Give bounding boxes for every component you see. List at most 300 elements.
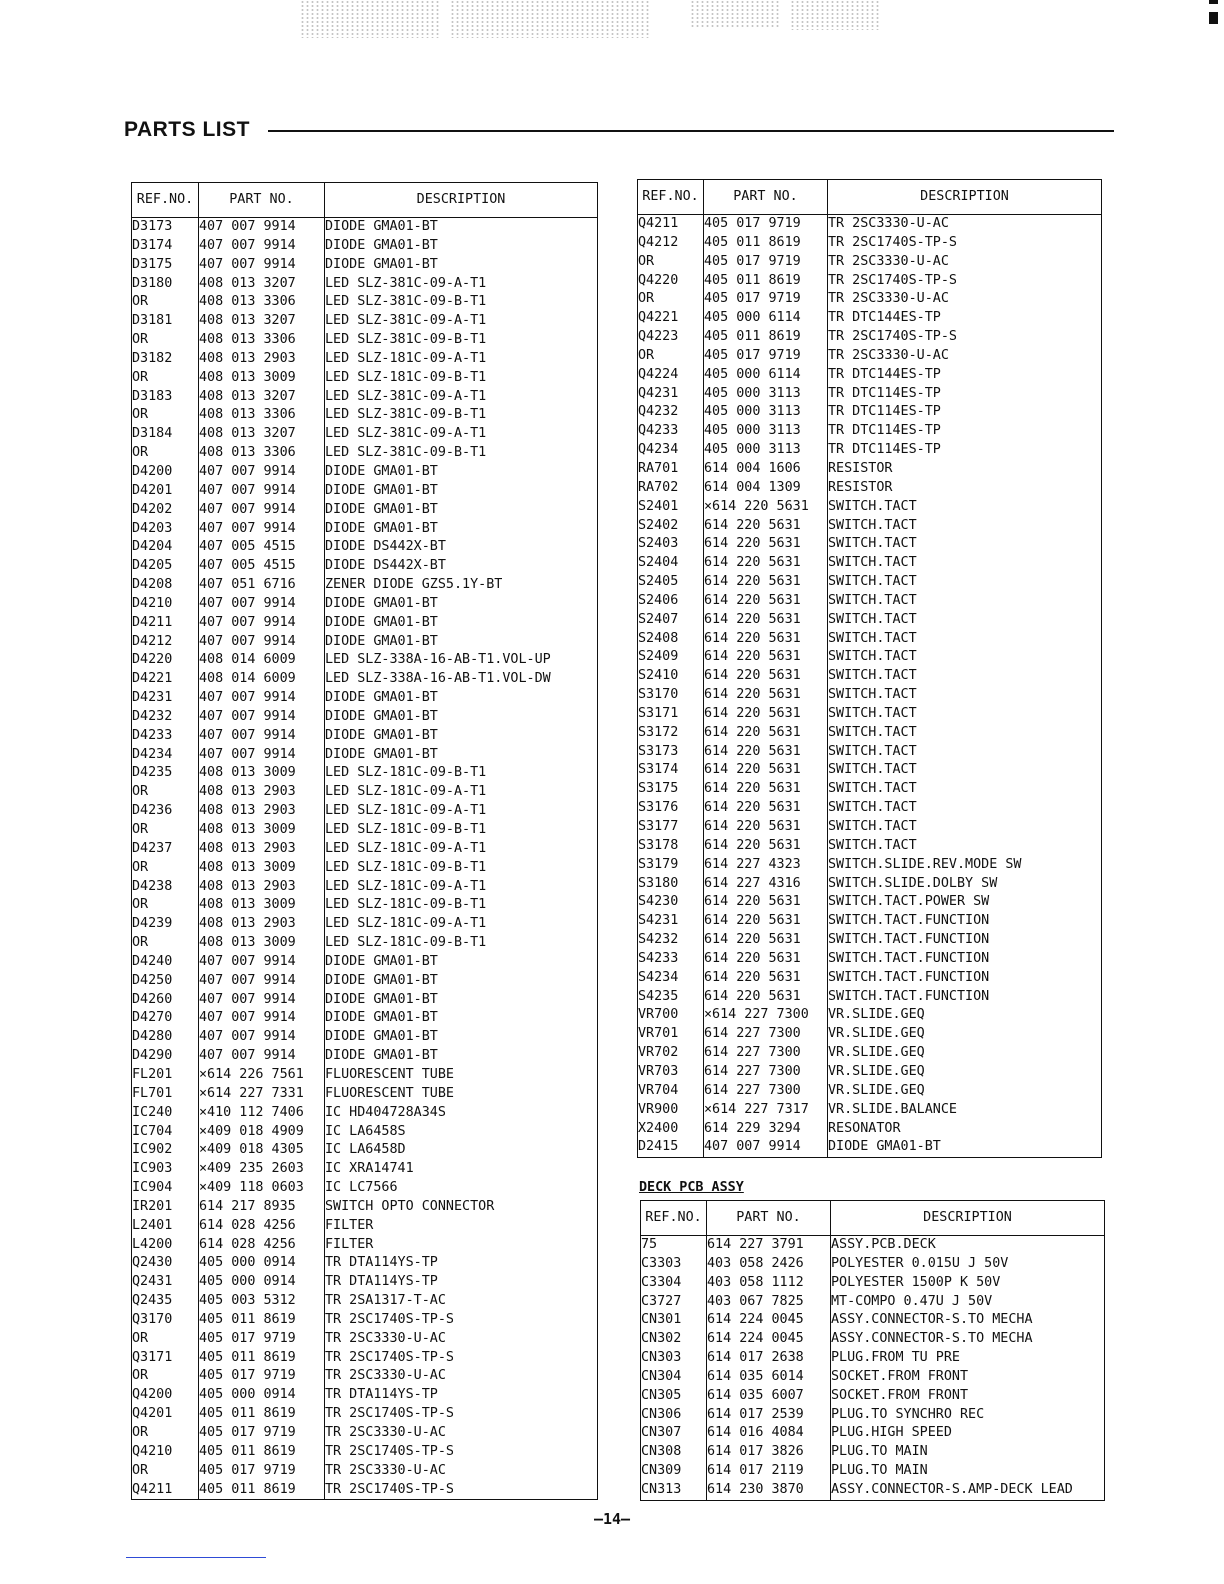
corner-mark xyxy=(1209,0,1218,4)
table-row xyxy=(132,896,598,915)
part-no-header: PART NO. xyxy=(707,1201,831,1236)
table-row xyxy=(641,1274,1105,1293)
part-no-cell: 405 011 8619 xyxy=(199,1405,325,1424)
table-row xyxy=(132,1292,598,1311)
part-no-cell: 408 013 3306 xyxy=(199,293,325,312)
ref-no-cell: OR xyxy=(132,406,199,425)
ref-no-cell: OR xyxy=(132,1424,199,1443)
description-header: DESCRIPTION xyxy=(831,1201,1105,1236)
part-no-cell: 407 007 9914 xyxy=(199,501,325,520)
ref-no-cell: S4231 xyxy=(638,912,704,931)
table-row xyxy=(132,425,598,444)
description-cell: SWITCH.TACT.FUNCTION xyxy=(828,950,1102,969)
table-row xyxy=(132,331,598,350)
part-no-cell: 408 013 2903 xyxy=(199,878,325,897)
table-row xyxy=(641,1406,1105,1425)
part-no-cell: 614 017 2638 xyxy=(707,1349,831,1368)
table-row xyxy=(638,328,1102,347)
table-row xyxy=(132,557,598,576)
part-no-cell: 405 011 8619 xyxy=(199,1481,325,1500)
part-no-cell: 614 220 5631 xyxy=(704,667,828,686)
part-no-cell: 614 220 5631 xyxy=(704,799,828,818)
table-row xyxy=(638,309,1102,328)
description-cell: SWITCH.TACT xyxy=(828,573,1102,592)
ref-no-cell: CN305 xyxy=(641,1387,707,1406)
part-no-cell: 614 220 5631 xyxy=(704,686,828,705)
ref-no-cell: OR xyxy=(132,859,199,878)
description-cell: FILTER xyxy=(325,1217,598,1236)
part-no-cell: 614 220 5631 xyxy=(704,592,828,611)
ref-no-cell: D4205 xyxy=(132,557,199,576)
part-no-cell: 408 013 3306 xyxy=(199,331,325,350)
description-cell: VR.SLIDE.GEQ xyxy=(828,1006,1102,1025)
table-row xyxy=(638,1025,1102,1044)
description-cell: TR DTC144ES-TP xyxy=(828,366,1102,385)
ref-no-cell: OR xyxy=(132,783,199,802)
ref-no-cell: OR xyxy=(132,896,199,915)
description-cell: ZENER DIODE GZS5.1Y-BT xyxy=(325,576,598,595)
ref-no-cell: CN313 xyxy=(641,1481,707,1500)
description-cell: TR 2SC1740S-TP-S xyxy=(325,1481,598,1500)
ref-no-cell: D3180 xyxy=(132,275,199,294)
part-no-cell: 614 220 5631 xyxy=(704,535,828,554)
table-row xyxy=(132,1141,598,1160)
part-no-cell: ×409 018 4305 xyxy=(199,1141,325,1160)
description-cell: SWITCH.TACT xyxy=(828,837,1102,856)
part-no-cell: 614 220 5631 xyxy=(704,988,828,1007)
description-cell: DIODE GMA01-BT xyxy=(325,1009,598,1028)
ref-no-cell: S4234 xyxy=(638,969,704,988)
table-row xyxy=(638,630,1102,649)
ref-no-cell: OR xyxy=(132,369,199,388)
table-row xyxy=(638,818,1102,837)
table-row xyxy=(641,1349,1105,1368)
table-row xyxy=(638,875,1102,894)
table-row xyxy=(641,1293,1105,1312)
description-cell: DIODE GMA01-BT xyxy=(325,595,598,614)
table-row xyxy=(638,1044,1102,1063)
ref-no-cell: C3303 xyxy=(641,1255,707,1274)
table-row xyxy=(132,1443,598,1462)
table-row xyxy=(638,705,1102,724)
part-no-cell: 614 016 4084 xyxy=(707,1424,831,1443)
part-no-cell: 614 227 7300 xyxy=(704,1025,828,1044)
description-cell: LED SLZ-181C-09-A-T1 xyxy=(325,915,598,934)
description-cell: LED SLZ-381C-09-A-T1 xyxy=(325,425,598,444)
ref-no-cell: D4210 xyxy=(132,595,199,614)
description-cell: VR.SLIDE.GEQ xyxy=(828,1063,1102,1082)
table-row xyxy=(641,1443,1105,1462)
part-no-cell: 614 220 5631 xyxy=(704,931,828,950)
description-cell: RESONATOR xyxy=(828,1120,1102,1139)
ref-no-cell: RA702 xyxy=(638,479,704,498)
table-row xyxy=(132,764,598,783)
table-row xyxy=(638,215,1102,234)
ref-no-cell: CN306 xyxy=(641,1406,707,1425)
description-cell: IC LC7566 xyxy=(325,1179,598,1198)
part-no-cell: 407 007 9914 xyxy=(199,595,325,614)
table-row xyxy=(638,366,1102,385)
ref-no-cell: D4200 xyxy=(132,463,199,482)
description-cell: LED SLZ-338A-16-AB-T1.VOL-DW xyxy=(325,670,598,689)
ref-no-cell: S3170 xyxy=(638,686,704,705)
table-row xyxy=(641,1236,1105,1255)
description-cell: VR.SLIDE.GEQ xyxy=(828,1025,1102,1044)
ref-no-cell: D3184 xyxy=(132,425,199,444)
part-no-cell: 407 007 9914 xyxy=(199,482,325,501)
part-no-cell: 408 013 3207 xyxy=(199,312,325,331)
table-row xyxy=(132,670,598,689)
table-row xyxy=(638,460,1102,479)
description-cell: PLUG.TO MAIN xyxy=(831,1462,1105,1481)
description-cell: TR 2SC3330-U-AC xyxy=(325,1367,598,1386)
part-no-cell: ×410 112 7406 xyxy=(199,1104,325,1123)
description-cell: DIODE GMA01-BT xyxy=(325,972,598,991)
description-cell: SWITCH.TACT xyxy=(828,592,1102,611)
part-no-cell: 407 007 9914 xyxy=(199,237,325,256)
scan-speckle xyxy=(450,0,650,38)
ref-no-cell: OR xyxy=(132,1367,199,1386)
part-no-cell: 405 017 9719 xyxy=(704,290,828,309)
part-no-cell: 408 013 3207 xyxy=(199,388,325,407)
ref-no-cell: OR xyxy=(132,1330,199,1349)
part-no-cell: 407 007 9914 xyxy=(199,1028,325,1047)
part-no-cell: 614 220 5631 xyxy=(704,780,828,799)
description-cell: FLUORESCENT TUBE xyxy=(325,1085,598,1104)
description-cell: RESISTOR xyxy=(828,460,1102,479)
ref-no-cell: S3176 xyxy=(638,799,704,818)
table-row xyxy=(638,517,1102,536)
description-cell: LED SLZ-381C-09-A-T1 xyxy=(325,275,598,294)
ref-no-cell: D3175 xyxy=(132,256,199,275)
ref-no-cell: D4202 xyxy=(132,501,199,520)
description-cell: TR DTC114ES-TP xyxy=(828,403,1102,422)
ref-no-cell: D3174 xyxy=(132,237,199,256)
table-row xyxy=(132,312,598,331)
table-row xyxy=(132,256,598,275)
table-row xyxy=(132,802,598,821)
part-no-cell: 407 007 9914 xyxy=(199,520,325,539)
part-no-cell: ×614 227 7331 xyxy=(199,1085,325,1104)
description-cell: LED SLZ-181C-09-B-T1 xyxy=(325,369,598,388)
description-cell: LED SLZ-181C-09-A-T1 xyxy=(325,878,598,897)
description-cell: ASSY.PCB.DECK xyxy=(831,1236,1105,1255)
description-cell: DIODE GMA01-BT xyxy=(325,218,598,237)
part-no-cell: 405 000 3113 xyxy=(704,422,828,441)
ref-no-cell: D4237 xyxy=(132,840,199,859)
table-row xyxy=(132,444,598,463)
scan-edge-line xyxy=(126,1557,266,1558)
description-cell: FLUORESCENT TUBE xyxy=(325,1066,598,1085)
description-cell: DIODE DS442X-BT xyxy=(325,557,598,576)
part-no-cell: 408 013 2903 xyxy=(199,802,325,821)
ref-no-cell: Q4233 xyxy=(638,422,704,441)
description-cell: ASSY.CONNECTOR-S.TO MECHA xyxy=(831,1330,1105,1349)
table-row xyxy=(638,1120,1102,1139)
ref-no-cell: Q4211 xyxy=(638,215,704,234)
ref-no-cell: S3173 xyxy=(638,743,704,762)
description-cell: DIODE GMA01-BT xyxy=(325,746,598,765)
table-row xyxy=(638,403,1102,422)
ref-no-cell: D4204 xyxy=(132,538,199,557)
description-cell: SWITCH.TACT xyxy=(828,611,1102,630)
ref-no-cell: S3177 xyxy=(638,818,704,837)
description-cell: VR.SLIDE.BALANCE xyxy=(828,1101,1102,1120)
part-no-cell: 614 220 5631 xyxy=(704,573,828,592)
part-no-cell: 408 014 6009 xyxy=(199,651,325,670)
part-no-cell: ×614 226 7561 xyxy=(199,1066,325,1085)
part-no-cell: 405 017 9719 xyxy=(199,1330,325,1349)
ref-no-cell: D4233 xyxy=(132,727,199,746)
part-no-cell: 405 011 8619 xyxy=(199,1443,325,1462)
table-row xyxy=(132,1009,598,1028)
ref-no-cell: S3171 xyxy=(638,705,704,724)
table-row xyxy=(132,1066,598,1085)
description-cell: SWITCH.TACT.FUNCTION xyxy=(828,969,1102,988)
part-no-cell: 405 011 8619 xyxy=(704,328,828,347)
table-row xyxy=(132,972,598,991)
description-cell: TR 2SC1740S-TP-S xyxy=(325,1443,598,1462)
description-cell: SWITCH.TACT xyxy=(828,780,1102,799)
ref-no-cell: D4208 xyxy=(132,576,199,595)
description-cell: DIODE GMA01-BT xyxy=(325,991,598,1010)
description-cell: TR 2SC1740S-TP-S xyxy=(325,1311,598,1330)
part-no-cell: 408 013 3009 xyxy=(199,934,325,953)
part-no-cell: 405 000 0914 xyxy=(199,1273,325,1292)
table-row xyxy=(132,689,598,708)
ref-no-cell: IR201 xyxy=(132,1198,199,1217)
part-no-cell: ×614 227 7300 xyxy=(704,1006,828,1025)
description-cell: IC LA6458S xyxy=(325,1123,598,1142)
table-row xyxy=(638,724,1102,743)
part-no-cell: 614 004 1309 xyxy=(704,479,828,498)
table-row xyxy=(132,651,598,670)
part-no-cell: 405 000 3113 xyxy=(704,385,828,404)
part-no-cell: 614 028 4256 xyxy=(199,1217,325,1236)
ref-no-cell: FL701 xyxy=(132,1085,199,1104)
ref-no-cell: Q4211 xyxy=(132,1481,199,1500)
ref-no-cell: S3180 xyxy=(638,875,704,894)
part-no-cell: 407 007 9914 xyxy=(199,953,325,972)
ref-no-cell: S2406 xyxy=(638,592,704,611)
ref-no-cell: VR703 xyxy=(638,1063,704,1082)
part-no-cell: 407 007 9914 xyxy=(199,256,325,275)
description-cell: DIODE GMA01-BT xyxy=(325,633,598,652)
table-row xyxy=(132,463,598,482)
table-row xyxy=(638,950,1102,969)
part-no-cell: 614 017 3826 xyxy=(707,1443,831,1462)
page-number: –14– xyxy=(593,1510,631,1528)
description-cell: LED SLZ-381C-09-B-T1 xyxy=(325,406,598,425)
ref-no-cell: L4200 xyxy=(132,1236,199,1255)
ref-no-cell: D4238 xyxy=(132,878,199,897)
description-cell: PLUG.TO MAIN xyxy=(831,1443,1105,1462)
part-no-cell: 614 227 7300 xyxy=(704,1063,828,1082)
part-no-cell: 407 007 9914 xyxy=(199,463,325,482)
ref-no-cell: CN309 xyxy=(641,1462,707,1481)
part-no-cell: 614 224 0045 xyxy=(707,1311,831,1330)
ref-no-cell: IC902 xyxy=(132,1141,199,1160)
description-cell: DIODE GMA01-BT xyxy=(325,727,598,746)
table-row xyxy=(638,931,1102,950)
part-no-cell: 614 227 7300 xyxy=(704,1082,828,1101)
ref-no-cell: D4211 xyxy=(132,614,199,633)
description-cell: TR 2SC1740S-TP-S xyxy=(828,272,1102,291)
part-no-cell: ×614 220 5631 xyxy=(704,498,828,517)
ref-no-cell: IC240 xyxy=(132,1104,199,1123)
ref-no-cell: Q3171 xyxy=(132,1349,199,1368)
part-no-cell: 408 013 3009 xyxy=(199,821,325,840)
description-cell: TR DTC114ES-TP xyxy=(828,441,1102,460)
page-title: PARTS LIST xyxy=(124,118,250,141)
table-row xyxy=(132,953,598,972)
ref-no-cell: C3727 xyxy=(641,1293,707,1312)
ref-no-cell: D4232 xyxy=(132,708,199,727)
part-no-cell: 408 013 2903 xyxy=(199,915,325,934)
table-row xyxy=(641,1387,1105,1406)
description-cell: DIODE GMA01-BT xyxy=(325,614,598,633)
table-row xyxy=(132,1123,598,1142)
table-row xyxy=(641,1311,1105,1330)
table-row xyxy=(132,878,598,897)
description-cell: LED SLZ-181C-09-A-T1 xyxy=(325,350,598,369)
table-row xyxy=(132,1217,598,1236)
description-header: DESCRIPTION xyxy=(828,180,1102,215)
part-no-cell: 614 227 4316 xyxy=(704,875,828,894)
table-row xyxy=(638,1101,1102,1120)
part-no-cell: 405 017 9719 xyxy=(704,253,828,272)
description-cell: LED SLZ-381C-09-B-T1 xyxy=(325,293,598,312)
part-no-cell: 407 007 9914 xyxy=(199,689,325,708)
table-row xyxy=(132,1104,598,1123)
part-no-cell: 405 000 6114 xyxy=(704,309,828,328)
table-row xyxy=(638,592,1102,611)
ref-no-cell: OR xyxy=(132,934,199,953)
description-cell: TR 2SC3330-U-AC xyxy=(828,253,1102,272)
description-cell: DIODE GMA01-BT xyxy=(325,256,598,275)
ref-no-cell: S2407 xyxy=(638,611,704,630)
table-row xyxy=(132,1047,598,1066)
table-row xyxy=(638,554,1102,573)
description-cell: SWITCH.TACT xyxy=(828,799,1102,818)
table-row xyxy=(641,1368,1105,1387)
part-no-cell: ×409 235 2603 xyxy=(199,1160,325,1179)
ref-no-cell: OR xyxy=(638,347,704,366)
part-no-cell: 407 005 4515 xyxy=(199,557,325,576)
description-cell: TR 2SC1740S-TP-S xyxy=(325,1405,598,1424)
part-no-cell: 614 035 6007 xyxy=(707,1387,831,1406)
table-row xyxy=(132,1424,598,1443)
part-no-cell: 614 220 5631 xyxy=(704,761,828,780)
part-no-cell: 614 220 5631 xyxy=(704,630,828,649)
part-no-cell: 614 017 2539 xyxy=(707,1406,831,1425)
table-row xyxy=(638,479,1102,498)
part-no-cell: 614 229 3294 xyxy=(704,1120,828,1139)
description-cell: DIODE GMA01-BT xyxy=(325,1047,598,1066)
ref-no-cell: D3182 xyxy=(132,350,199,369)
description-cell: TR 2SC3330-U-AC xyxy=(828,290,1102,309)
description-cell: SWITCH.TACT xyxy=(828,535,1102,554)
description-cell: VR.SLIDE.GEQ xyxy=(828,1082,1102,1101)
ref-no-cell: S2401 xyxy=(638,498,704,517)
table-row xyxy=(641,1255,1105,1274)
description-cell: DIODE GMA01-BT xyxy=(325,237,598,256)
table-row xyxy=(638,272,1102,291)
part-no-cell: 614 220 5631 xyxy=(704,969,828,988)
table-row xyxy=(132,1236,598,1255)
description-cell: POLYESTER 0.015U J 50V xyxy=(831,1255,1105,1274)
table-row xyxy=(132,1179,598,1198)
part-no-cell: 407 007 9914 xyxy=(199,708,325,727)
ref-no-cell: Q4223 xyxy=(638,328,704,347)
part-no-cell: ×409 018 4909 xyxy=(199,1123,325,1142)
ref-no-cell: Q4200 xyxy=(132,1386,199,1405)
table-row xyxy=(132,708,598,727)
description-cell: TR 2SC3330-U-AC xyxy=(325,1330,598,1349)
table-row xyxy=(132,538,598,557)
part-no-cell: 614 017 2119 xyxy=(707,1462,831,1481)
ref-no-cell: S2409 xyxy=(638,648,704,667)
table-row xyxy=(638,253,1102,272)
ref-no-header: REF.NO. xyxy=(638,180,704,215)
ref-no-cell: D4240 xyxy=(132,953,199,972)
description-cell: SWITCH.TACT xyxy=(828,667,1102,686)
table-row xyxy=(132,275,598,294)
part-no-cell: 405 017 9719 xyxy=(199,1367,325,1386)
table-row xyxy=(132,746,598,765)
parts-table-left xyxy=(131,182,598,1500)
part-no-cell: 408 013 2903 xyxy=(199,350,325,369)
table-row xyxy=(132,633,598,652)
description-cell: LED SLZ-181C-09-A-T1 xyxy=(325,802,598,821)
table-row xyxy=(638,761,1102,780)
description-cell: TR 2SC1740S-TP-S xyxy=(325,1349,598,1368)
description-cell: DIODE GMA01-BT xyxy=(325,463,598,482)
table-row xyxy=(132,1160,598,1179)
part-no-cell: 407 007 9914 xyxy=(199,727,325,746)
ref-no-cell: VR700 xyxy=(638,1006,704,1025)
ref-no-cell: D4212 xyxy=(132,633,199,652)
ref-no-cell: VR900 xyxy=(638,1101,704,1120)
description-cell: SWITCH.TACT.POWER SW xyxy=(828,893,1102,912)
description-cell: VR.SLIDE.GEQ xyxy=(828,1044,1102,1063)
part-no-cell: 407 007 9914 xyxy=(199,1047,325,1066)
description-cell: SWITCH.TACT xyxy=(828,743,1102,762)
part-no-cell: 614 227 3791 xyxy=(707,1236,831,1255)
ref-no-cell: S4233 xyxy=(638,950,704,969)
table-row xyxy=(638,1063,1102,1082)
ref-no-header: REF.NO. xyxy=(641,1201,707,1236)
part-no-cell: 408 013 2903 xyxy=(199,840,325,859)
part-no-cell: 614 230 3870 xyxy=(707,1481,831,1500)
description-cell: DIODE GMA01-BT xyxy=(325,708,598,727)
part-no-cell: 405 011 8619 xyxy=(704,272,828,291)
table-row xyxy=(132,934,598,953)
table-row xyxy=(132,1386,598,1405)
ref-no-cell: VR701 xyxy=(638,1025,704,1044)
description-cell: DIODE GMA01-BT xyxy=(325,501,598,520)
part-no-cell: 614 224 0045 xyxy=(707,1330,831,1349)
description-cell: SWITCH.TACT xyxy=(828,648,1102,667)
table-row xyxy=(132,1254,598,1273)
part-no-header: PART NO. xyxy=(704,180,828,215)
description-cell: SWITCH.TACT xyxy=(828,724,1102,743)
part-no-cell: ×409 118 0603 xyxy=(199,1179,325,1198)
part-no-cell: 408 013 3009 xyxy=(199,859,325,878)
ref-no-cell: D4280 xyxy=(132,1028,199,1047)
table-row xyxy=(132,915,598,934)
part-no-cell: 408 013 3207 xyxy=(199,275,325,294)
